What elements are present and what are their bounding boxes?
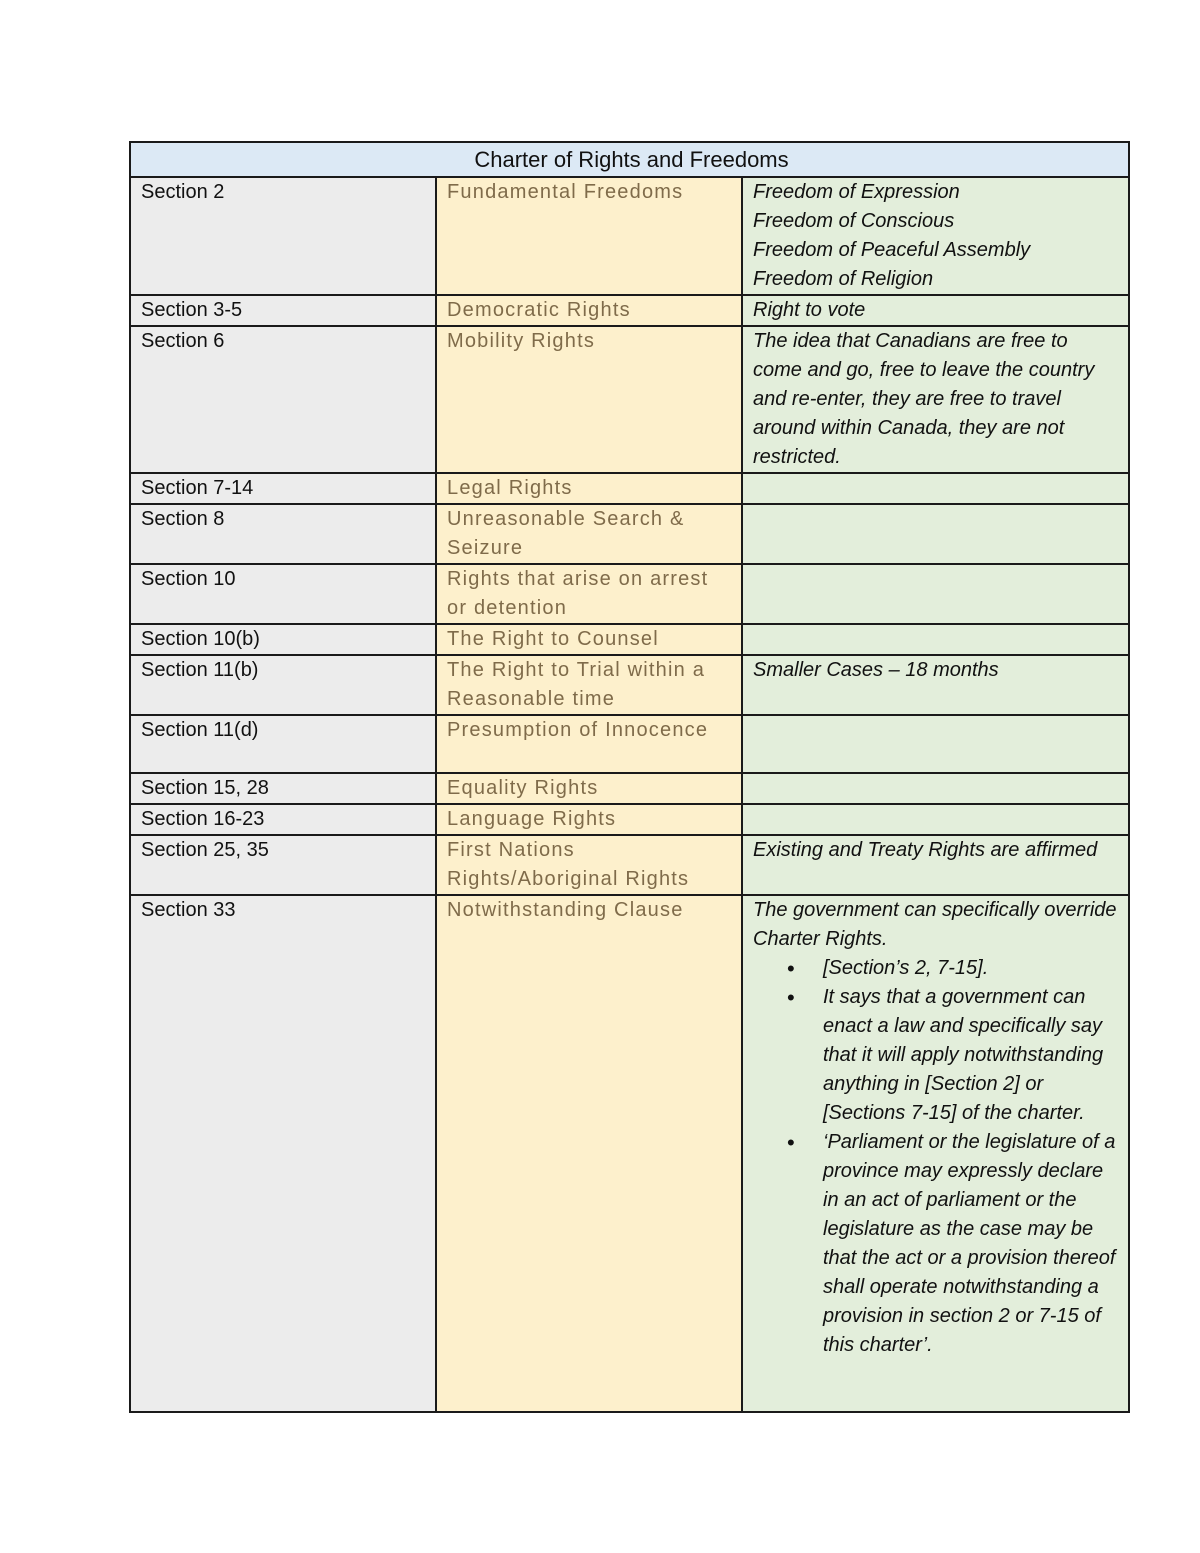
table-row — [130, 655, 1129, 715]
section-cell: Section 8 — [130, 504, 436, 564]
right-cell: Language Rights — [436, 804, 742, 835]
details-cell — [742, 504, 1129, 564]
detail-line: The government can specifically override Charter Rights. — [753, 899, 1117, 950]
detail-line: Freedom of Conscious — [753, 210, 955, 232]
details-cell — [742, 773, 1129, 804]
charter-table — [129, 141, 1130, 1413]
right-cell: The Right to Trial within a Reasonable time — [436, 655, 742, 715]
section-cell: Section 11(b) — [130, 655, 436, 715]
bullet-item: • [Section’s 2, 7-15]. — [823, 954, 1122, 983]
right-cell: Mobility Rights — [436, 326, 742, 473]
details-cell — [742, 715, 1129, 773]
section-cell: Section 10(b) — [130, 624, 436, 655]
details-cell — [742, 895, 1129, 1412]
table-row — [130, 564, 1129, 624]
right-cell: The Right to Counsel — [436, 624, 742, 655]
section-cell: Section 25, 35 — [130, 835, 436, 895]
details-cell — [742, 564, 1129, 624]
table-row — [130, 624, 1129, 655]
section-cell: Section 6 — [130, 326, 436, 473]
section-cell: Section 33 — [130, 895, 436, 1412]
right-cell: Democratic Rights — [436, 295, 742, 326]
table-row — [130, 295, 1129, 326]
table-row — [130, 504, 1129, 564]
right-cell: Legal Rights — [436, 473, 742, 504]
right-cell: Notwithstanding Clause — [436, 895, 742, 1412]
table-row — [130, 835, 1129, 895]
bullet-item: • It says that a government can enact a law and specifically say that it will apply notwithstanding anything in [Section 2] or [Sections 7-15] of the charter. — [823, 983, 1122, 1128]
table-row — [130, 715, 1129, 773]
table-header-row — [130, 142, 1129, 177]
section-cell: Section 2 — [130, 177, 436, 295]
detail-line: Freedom of Expression — [753, 181, 960, 203]
section-cell: Section 10 — [130, 564, 436, 624]
details-cell — [742, 177, 1129, 295]
details-cell: The idea that Canadians are free to come and go, free to leave the country and re-enter, they are free to travel around within Canada, they are not restricted. — [742, 326, 1129, 473]
table-row — [130, 804, 1129, 835]
right-cell: Unreasonable Search & Seizure — [436, 504, 742, 564]
right-cell: First Nations Rights/Aboriginal Rights — [436, 835, 742, 895]
details-cell — [742, 624, 1129, 655]
right-cell: Fundamental Freedoms — [436, 177, 742, 295]
right-cell: Rights that arise on arrest or detention — [436, 564, 742, 624]
details-cell — [742, 473, 1129, 504]
section-cell: Section 16-23 — [130, 804, 436, 835]
section-cell: Section 15, 28 — [130, 773, 436, 804]
details-cell: Existing and Treaty Rights are affirmed — [742, 835, 1129, 895]
table-row — [130, 773, 1129, 804]
details-cell — [742, 804, 1129, 835]
section-cell: Section 11(d) — [130, 715, 436, 773]
table-row — [130, 473, 1129, 504]
right-cell: Presumption of Innocence — [436, 715, 742, 773]
bullet-item: • ‘Parliament or the legislature of a province may expressly declare in an act of parliament or the legislature as the case may be that the act or a provision thereof shall operate notwithstanding a provision in section 2 or 7-15 of this charter’. — [823, 1128, 1122, 1360]
bullet-list — [753, 954, 1122, 1360]
section-cell: Section 3-5 — [130, 295, 436, 326]
details-cell: Right to vote — [742, 295, 1129, 326]
table-row — [130, 177, 1129, 295]
table-row — [130, 326, 1129, 473]
details-cell: Smaller Cases – 18 months — [742, 655, 1129, 715]
right-cell: Equality Rights — [436, 773, 742, 804]
detail-line: Freedom of Peaceful Assembly — [753, 239, 1031, 261]
section-cell: Section 7-14 — [130, 473, 436, 504]
table-row — [130, 895, 1129, 1412]
detail-line: Freedom of Religion — [753, 268, 934, 290]
table-title: Charter of Rights and Freedoms — [130, 142, 1129, 177]
